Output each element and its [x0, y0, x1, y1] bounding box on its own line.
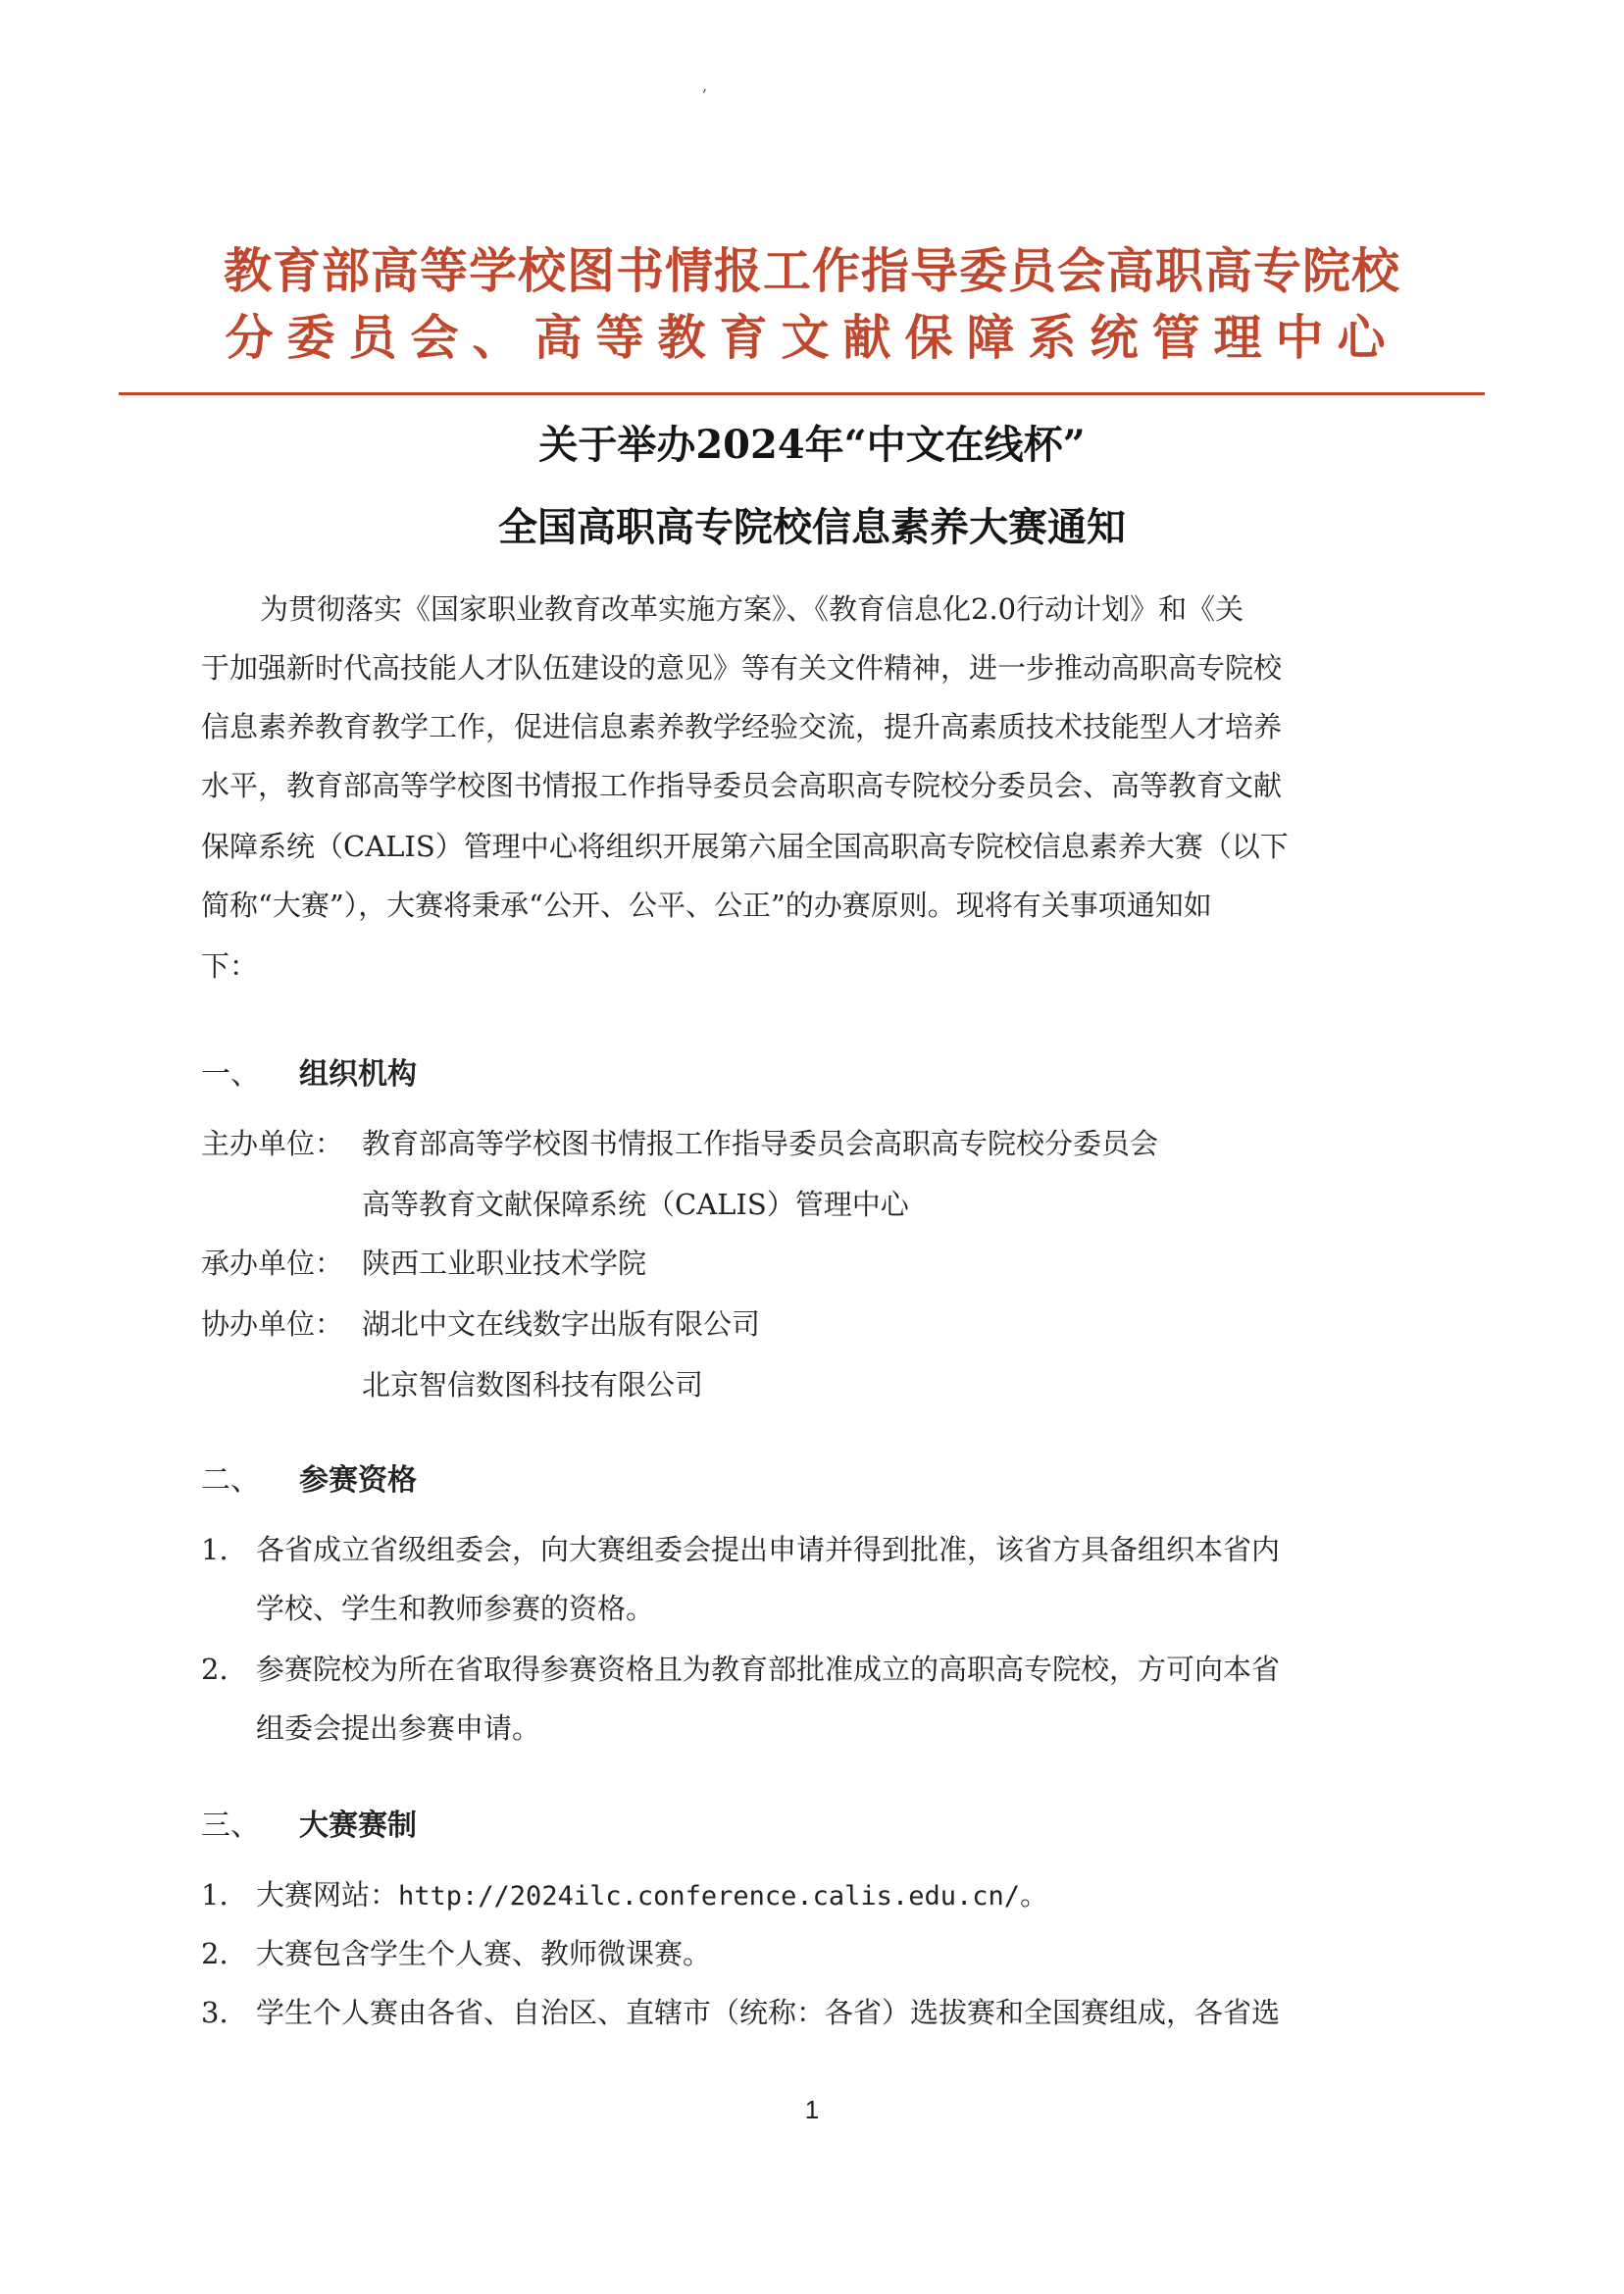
list-item	[201, 1932, 711, 1972]
list-text: 各省成立省级组委会，向大赛组委会提出申请并得到批准，该省方具备组织本省内	[256, 1533, 1281, 1566]
host-line-2: 高等教育文献保障系统（CALIS）管理中心	[362, 1188, 909, 1221]
list-text: 参赛院校为所在省取得参赛资格且为教育部批准成立的高职高专院校，方可向本省	[256, 1653, 1281, 1686]
co-organizer-label: 协办单位：	[201, 1307, 344, 1341]
host-line-1: 教育部高等学校图书情报工作指导委员会高职高专院校分委员会	[362, 1127, 1159, 1160]
section-number: 三、	[201, 1809, 260, 1843]
intro-line-7: 下：	[201, 949, 259, 983]
notice-title-line1: 关于举办2024年“中文在线杯”	[538, 422, 1086, 468]
section-title: 参赛资格	[299, 1463, 417, 1498]
issuer-header-line2: 分委员会、高等教育文献保障系统管理中心	[225, 310, 1399, 366]
list-item	[201, 1991, 1280, 2031]
issuer-header-line1: 教育部高等学校图书情报工作指导委员会高职高专院校	[223, 243, 1400, 299]
intro-line-1: 为贯彻落实《国家职业教育改革实施方案》、《教育信息化2.0行动计划》和《关	[260, 592, 1244, 626]
list-text: 大赛包含学生个人赛、教师微课赛。	[256, 1937, 712, 1970]
list-text: 学生个人赛由各省、自治区、直辖市（统称：各省）选拔赛和全国赛组成，各省选	[256, 1996, 1281, 2029]
list-item	[201, 1873, 1048, 1913]
section-number: 二、	[201, 1463, 260, 1498]
co-organizer-line-1: 湖北中文在线数字出版有限公司	[362, 1307, 761, 1341]
list-text: 大赛网站：	[256, 1878, 399, 1912]
scan-mark: ,	[702, 76, 708, 95]
intro-line-2: 于加强新时代高技能人才队伍建设的意见》等有关文件精神，进一步推动高职高专院校	[201, 651, 1283, 685]
list-number: 3.	[201, 1996, 228, 2029]
intro-line-4: 水平，教育部高等学校图书情报工作指导委员会高职高专院校分委员会、高等教育文献	[201, 769, 1283, 802]
intro-line-5: 保障系统（CALIS）管理中心将组织开展第六届全国高职高专院校信息素养大赛（以下	[201, 830, 1289, 863]
list-item-continuation: 组委会提出参赛申请。	[256, 1711, 541, 1745]
organizer-value: 陕西工业职业技术学院	[362, 1247, 647, 1280]
header-divider	[119, 392, 1485, 395]
list-number: 2.	[201, 1937, 228, 1970]
list-number: 1.	[201, 1878, 228, 1912]
list-item	[201, 1648, 1280, 1688]
intro-line-3: 信息素养教育教学工作，促进信息素养教学经验交流，提升高素质技术技能型人才培养	[201, 710, 1283, 743]
list-number: 2.	[201, 1653, 228, 1686]
list-text-suffix: 。	[1019, 1878, 1048, 1912]
organizer-label: 承办单位：	[201, 1247, 344, 1280]
section-heading-3	[201, 1801, 417, 1844]
notice-title-line2: 全国高职高专院校信息素养大赛通知	[498, 504, 1126, 550]
section-number: 一、	[201, 1057, 260, 1092]
page-number: 1	[804, 2095, 820, 2124]
section-title: 组织机构	[299, 1057, 417, 1092]
intro-line-6: 简称“大赛”），大赛将秉承“公开、公平、公正”的办赛原则。现将有关事项通知如	[201, 889, 1212, 922]
host-label: 主办单位：	[201, 1127, 344, 1160]
list-item-continuation: 学校、学生和教师参赛的资格。	[256, 1592, 655, 1625]
section-heading-2	[201, 1455, 417, 1499]
section-title: 大赛赛制	[299, 1809, 417, 1843]
list-item	[201, 1528, 1280, 1568]
section-heading-1	[201, 1049, 417, 1093]
co-organizer-line-2: 北京智信数图科技有限公司	[362, 1368, 704, 1402]
list-number: 1.	[201, 1533, 228, 1566]
contest-website-link[interactable]: http://2024ilc.conference.calis.edu.cn/	[398, 1881, 1020, 1912]
